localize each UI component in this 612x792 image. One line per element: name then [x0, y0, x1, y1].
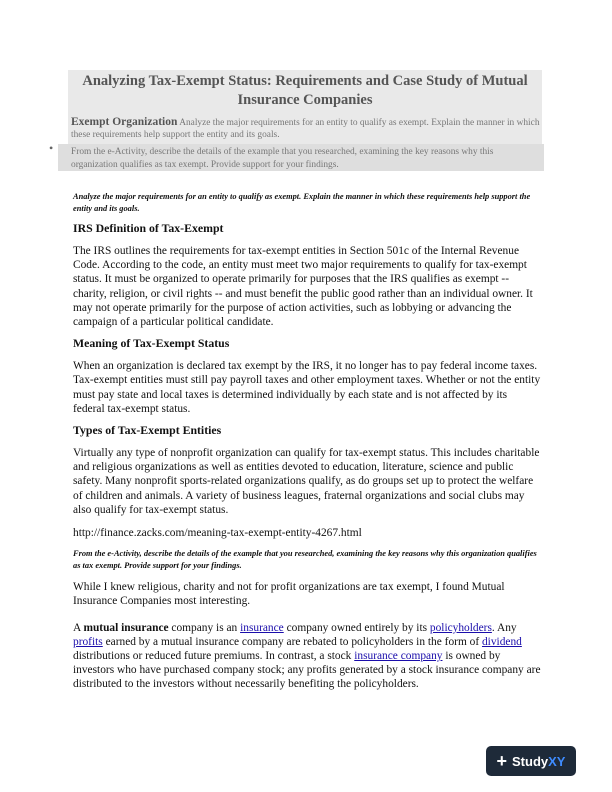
- link-insurance[interactable]: insurance: [240, 621, 284, 634]
- question-2: From the e-Activity, describe the details of the example that you researched, examining the key reasons why this organization qualifies as tax exempt. Provide support for your findings.: [73, 549, 537, 570]
- heading-irs-definition: IRS Definition of Tax-Exempt: [73, 221, 224, 235]
- prompt-line: [71, 116, 541, 141]
- text-part: is owned by investors who have purchased company stock; any profits generated by a stock insurance company are distributed to the investors without necessarily benefiting the policyholders.: [73, 650, 541, 691]
- logo-text-xy: XY: [548, 753, 566, 769]
- text-part: A: [73, 621, 84, 634]
- text-part: company is an: [168, 621, 241, 634]
- heading-meaning: Meaning of Tax-Exempt Status: [73, 336, 230, 351]
- term-mutual-insurance: mutual insurance: [83, 621, 169, 634]
- prompt-text: Analyze the major requirements for an entity to qualify as exempt. Explain the manner in which these requirements help support the entity and its goals.: [71, 118, 540, 140]
- paragraph-meaning: When an organization is declared tax exempt by the IRS, it no longer has to pay federal income taxes. Tax-exempt entities must still pay payroll taxes and other employment taxes. Whether or not the entity must pay state and local taxes is determined individually by each state and is not affected by its federal tax-exempt status.: [73, 360, 541, 415]
- text-part: company owned entirely by its: [283, 621, 430, 634]
- bullet-text: From the e-Activity, describe the details of the example that you researched, examining the key reasons why this organization qualifies as tax exempt. Provide support for your findings.: [71, 147, 494, 170]
- question-1: Analyze the major requirements for an entity to qualify as exempt. Explain the manner in which these requirements help support the entity and its goals.: [73, 192, 531, 213]
- logo-text-study: Study: [512, 753, 549, 769]
- paragraph-intro: While I knew religious, charity and not for profit organizations are tax exempt, I found Mutual Insurance Companies most interesting.: [73, 581, 505, 608]
- source-url: http://finance.zacks.com/meaning-tax-exempt-entity-4267.html: [73, 527, 362, 540]
- link-profits[interactable]: profits: [73, 635, 103, 648]
- link-policyholders[interactable]: policyholders: [429, 621, 492, 634]
- prompt-label: Exempt Organization: [71, 116, 178, 128]
- text-part: earned by a mutual insurance company are rebated to policyholders in the form of: [102, 635, 482, 648]
- plus-icon: +: [496, 751, 508, 771]
- studyxy-logo[interactable]: [486, 746, 576, 776]
- link-dividend[interactable]: dividend: [481, 635, 522, 648]
- paragraph-types: Virtually any type of nonprofit organization can qualify for tax-exempt status. This includes charitable and religious organizations as well as entities devoted to education, literature, science and public safety. Many nonprofit sports-related organizations qualify, as do groups set up to protect the welfare of children and animals. A variety of business leagues, fraternal organizations and social clubs may also qualify for tax-exempt status.: [73, 447, 540, 516]
- document-title: Analyzing Tax-Exempt Status: Requirements and Case Study of Mutual Insurance Companies: [82, 73, 528, 108]
- paragraph-irs-definition: The IRS outlines the requirements for tax-exempt entities in Section 501c of the Internal Revenue Code. According to the code, an entity must meet two major requirements to qualify for tax-exempt status. It must be organized to operate primarily for purposes that the IRS qualifies as exempt -- charity, religion, or civil rights -- and must benefit the public good rather than an individual owner. It may not operate primarily for the purpose of action activities, such as lobbying or advancing the campaign of a particular political candidate.: [73, 245, 533, 329]
- bullet-dot-icon: •: [49, 141, 54, 155]
- document-body: [73, 191, 541, 692]
- link-insurance-company[interactable]: insurance company: [354, 650, 443, 663]
- heading-types: Types of Tax-Exempt Entities: [73, 423, 222, 438]
- paragraph-mutual-insurance: [73, 621, 541, 692]
- text-part: distributions or reduced future premiums. In contrast, a stock: [73, 650, 355, 663]
- text-part: . Any: [491, 621, 517, 634]
